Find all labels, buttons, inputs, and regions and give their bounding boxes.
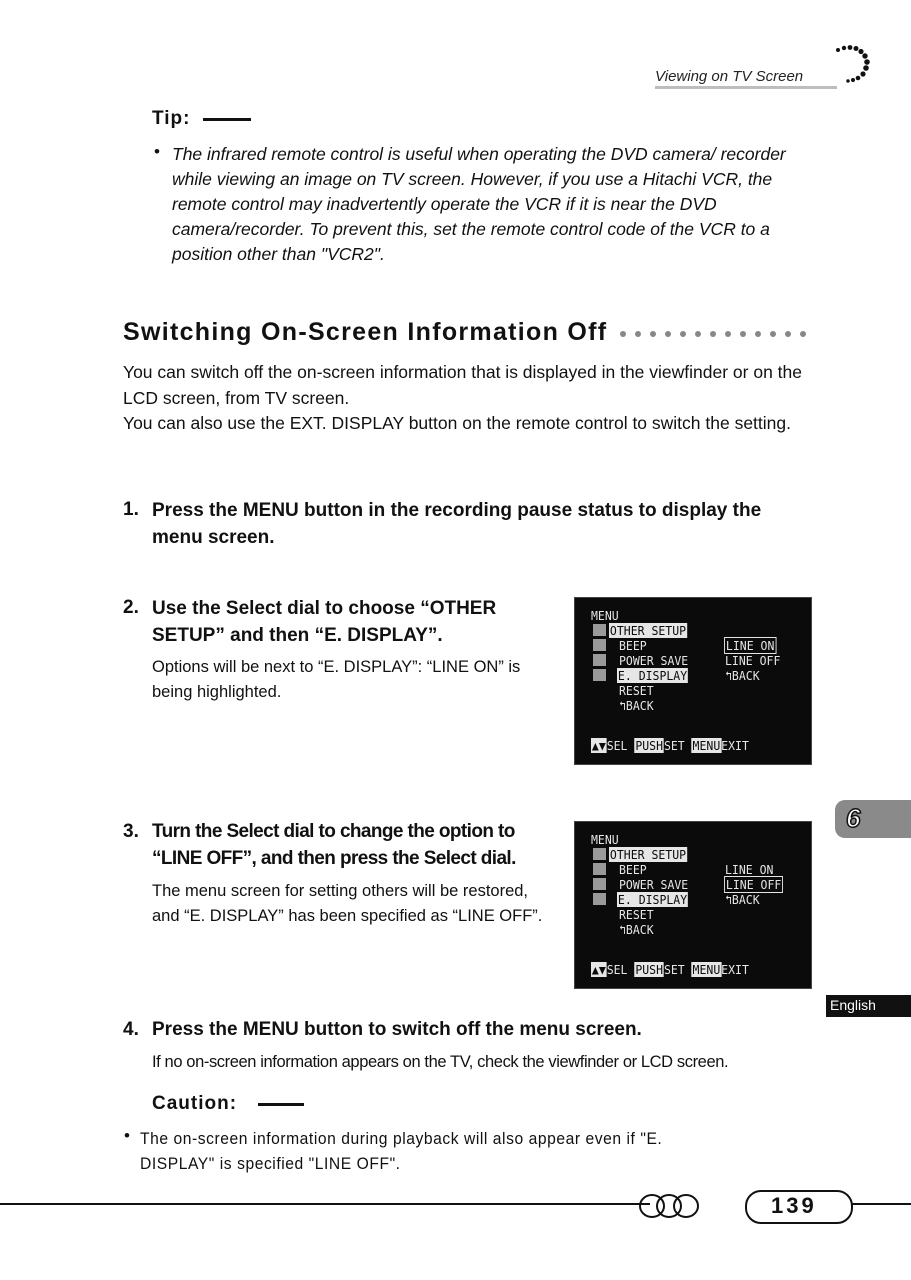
option: BACK: [731, 892, 760, 907]
option: BACK: [731, 668, 760, 683]
menu-category-icon: [593, 893, 606, 905]
tip-bullet: •: [154, 142, 160, 161]
menu-screen: [574, 821, 812, 989]
menu-category-icon: [593, 639, 606, 651]
section-title: Switching On-Screen Information Off: [123, 318, 608, 346]
step-number: 1.: [123, 499, 139, 520]
menu-item: BACK: [625, 698, 654, 713]
menu-item-selected: OTHER SETUP: [609, 847, 687, 862]
step-body: Options will be next to “E. DISPLAY”: “LINE ON” is being highlighted.: [152, 658, 521, 701]
back-arrow-icon: ↰: [619, 698, 626, 713]
section-intro: [123, 360, 818, 437]
set-label: SET: [663, 962, 685, 977]
option: LINE OFF: [725, 653, 781, 668]
menu-category-icon: [593, 669, 606, 681]
step-title: Press the MENU button to switch off the menu screen.: [152, 1019, 642, 1040]
footer-rule: [845, 1203, 911, 1205]
tip-label: Tip:: [152, 108, 191, 129]
menu-item: BEEP: [619, 638, 647, 653]
menu-category-icon: [593, 848, 606, 860]
exit-label: EXIT: [721, 738, 749, 753]
menu-item: BACK: [625, 922, 654, 937]
sel-key: ▲▼: [591, 962, 606, 977]
step-number: 3.: [123, 821, 139, 842]
exit-label: EXIT: [721, 962, 749, 977]
sel-key: ▲▼: [591, 738, 606, 753]
set-key: PUSH: [635, 962, 664, 977]
set-key: PUSH: [635, 738, 664, 753]
language-label: English: [830, 997, 876, 1013]
step-title: Turn the Select dial to change the option to “LINE OFF”, and then press the Select dial.: [152, 821, 516, 869]
caution-text: The on-screen information during playback will also appear even if "E. DISPLAY" is specified "LINE OFF".: [140, 1129, 663, 1173]
caution-bullet: •: [124, 1126, 130, 1145]
back-arrow-icon: ↰: [725, 892, 732, 907]
menu-category-icon: [593, 863, 606, 875]
option-highlighted: LINE ON: [725, 638, 775, 653]
menu-item-selected: E. DISPLAY: [617, 668, 688, 683]
back-arrow-icon: ↰: [619, 922, 626, 937]
step-body: The menu screen for setting others will be restored, and “E. DISPLAY” has been specified as “LINE OFF”.: [152, 882, 543, 925]
menu-item-selected: OTHER SETUP: [609, 623, 687, 638]
menu-screen: [574, 597, 812, 765]
intro-paragraph: You can also use the EXT. DISPLAY button on the remote control to switch the setting.: [123, 413, 791, 433]
sel-label: SEL: [606, 962, 628, 977]
menu-item: RESET: [619, 683, 654, 698]
header-ornament-icon: [832, 44, 872, 86]
exit-key: MENU: [692, 738, 721, 753]
menu-item: BEEP: [619, 862, 647, 877]
option-highlighted: LINE OFF: [725, 877, 782, 892]
footer-ornament-icon: [638, 1192, 700, 1220]
menu-category-icon: [593, 624, 606, 636]
menu-title: MENU: [591, 832, 619, 847]
sel-label: SEL: [606, 738, 628, 753]
step-body: If no on-screen information appears on the TV, check the viewfinder or LCD screen.: [152, 1053, 729, 1071]
step-title: Use the Select dial to choose “OTHER SETUP” and then “E. DISPLAY”.: [152, 598, 497, 646]
header-rule: [655, 86, 837, 89]
menu-item: POWER SAVE: [619, 877, 689, 892]
running-header: Viewing on TV Screen: [655, 68, 804, 85]
caution-rule: [258, 1103, 304, 1106]
option: LINE ON: [725, 862, 774, 877]
intro-paragraph: You can switch off the on-screen information that is displayed in the viewfinder or on the LCD screen, from TV screen.: [123, 362, 803, 408]
step-number: 2.: [123, 597, 139, 618]
chapter-number: 6: [846, 803, 861, 833]
step-title: Press the MENU button in the recording pause status to display the menu screen.: [152, 500, 762, 548]
caution-label: Caution:: [152, 1093, 238, 1114]
title-dot-leader: [620, 331, 806, 337]
menu-category-icon: [593, 654, 606, 666]
footer-rule: [0, 1203, 650, 1205]
page-number: 139: [771, 1193, 817, 1218]
menu-category-icon: [593, 878, 606, 890]
back-arrow-icon: ↰: [725, 668, 732, 683]
tip-rule: [203, 118, 251, 121]
menu-item-selected: E. DISPLAY: [617, 892, 688, 907]
menu-item: RESET: [619, 907, 654, 922]
set-label: SET: [663, 738, 685, 753]
exit-key: MENU: [692, 962, 721, 977]
step-number: 4.: [123, 1019, 139, 1040]
menu-title: MENU: [591, 608, 619, 623]
menu-item: POWER SAVE: [619, 653, 689, 668]
tip-text: The infrared remote control is useful when operating the DVD camera/ recorder while viewing an image on TV screen. However, if you use a Hitachi VCR, the remote control may inadvertently operate the VCR if it is near the DVD camera/recorder. To prevent this, set the remote control code of the VCR to a position other than "VCR2".: [172, 144, 786, 264]
